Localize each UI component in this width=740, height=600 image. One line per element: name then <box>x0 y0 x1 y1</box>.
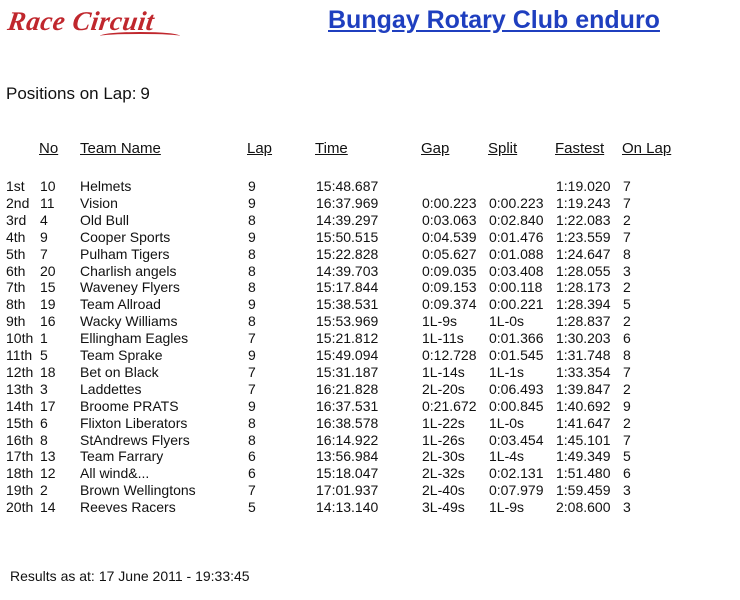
lap-cell: 7 <box>248 363 256 380</box>
header-lap: Lap <box>247 140 273 157</box>
on-lap-cell: 2 <box>623 380 631 397</box>
table-row <box>0 398 740 415</box>
split-cell: 0:02.131 <box>489 465 544 482</box>
team-name-cell: Vision <box>80 194 118 211</box>
on-lap-cell: 7 <box>623 194 631 211</box>
team-name-cell: Helmets <box>80 178 132 194</box>
number-cell: 11 <box>40 194 55 211</box>
team-name-cell: Team Allroad <box>80 296 161 313</box>
fastest-cell: 1:28.173 <box>556 279 611 296</box>
on-lap-cell: 3 <box>623 499 631 516</box>
position-cell: 1st <box>6 178 25 194</box>
fastest-cell: 1:19.243 <box>556 194 611 211</box>
table-row <box>0 432 740 449</box>
gap-cell: 0:21.672 <box>422 397 477 414</box>
fastest-cell: 1:33.354 <box>556 363 611 380</box>
on-lap-cell: 7 <box>623 431 631 448</box>
page-title: Bungay Rotary Club enduro <box>328 6 660 34</box>
gap-cell: 0:05.627 <box>422 245 477 262</box>
team-name-cell: StAndrews Flyers <box>80 431 190 448</box>
positions-label: Positions on Lap: <box>6 84 137 103</box>
split-cell: 0:00.221 <box>489 296 544 313</box>
split-cell: 0:01.545 <box>489 347 544 363</box>
number-cell: 15 <box>40 279 56 296</box>
fastest-cell: 1:39.847 <box>556 380 611 397</box>
gap-cell: 1L-9s <box>422 313 458 330</box>
number-cell: 20 <box>40 262 56 279</box>
team-name-cell: Team Farrary <box>80 448 164 465</box>
team-name-cell: All wind&... <box>80 465 150 482</box>
time-cell: 17:01.937 <box>316 482 379 499</box>
number-cell: 9 <box>40 228 48 245</box>
lap-cell: 8 <box>248 431 256 448</box>
gap-cell: 0:09.374 <box>422 296 477 313</box>
table-row <box>0 381 740 398</box>
time-cell: 15:17.844 <box>316 279 379 296</box>
gap-cell: 2L-20s <box>422 380 465 397</box>
split-cell: 1L-4s <box>489 448 525 465</box>
lap-cell: 8 <box>248 262 256 279</box>
gap-cell: 2L-32s <box>422 465 465 482</box>
time-cell: 16:21.828 <box>316 380 379 397</box>
number-cell: 5 <box>40 347 48 363</box>
gap-cell: 0:09.153 <box>422 279 477 296</box>
on-lap-cell: 6 <box>623 330 631 347</box>
team-name-cell: Team Sprake <box>80 347 163 363</box>
fastest-cell: 1:19.020 <box>556 178 611 194</box>
number-cell: 2 <box>40 482 48 499</box>
on-lap-cell: 8 <box>623 347 631 363</box>
on-lap-cell: 6 <box>623 465 631 482</box>
table-row <box>0 347 740 364</box>
table-row <box>0 415 740 432</box>
fastest-cell: 1:49.349 <box>556 448 611 465</box>
header-fastest: Fastest <box>555 140 605 157</box>
on-lap-cell: 5 <box>623 296 631 313</box>
lap-cell: 7 <box>248 380 256 397</box>
split-cell: 0:07.979 <box>489 482 544 499</box>
time-cell: 16:37.531 <box>316 397 379 414</box>
header-on-lap: On Lap <box>622 140 672 157</box>
table-row <box>0 465 740 482</box>
team-name-cell: Laddettes <box>80 380 142 397</box>
position-cell: 10th <box>6 330 34 347</box>
team-name-cell: Pulham Tigers <box>80 245 170 262</box>
gap-cell: 2L-30s <box>422 448 465 465</box>
position-cell: 13th <box>6 380 34 397</box>
number-cell: 3 <box>40 380 48 397</box>
gap-cell: 1L-11s <box>422 330 464 347</box>
split-cell: 1L-9s <box>489 499 525 516</box>
time-cell: 15:22.828 <box>316 245 379 262</box>
on-lap-cell: 3 <box>623 262 631 279</box>
header-team-name: Team Name <box>80 140 161 157</box>
split-cell: 1L-1s <box>489 363 525 380</box>
position-cell: 8th <box>6 296 26 313</box>
time-cell: 14:13.140 <box>316 499 379 516</box>
fastest-cell: 1:24.647 <box>556 245 611 262</box>
gap-cell: 0:04.539 <box>422 228 477 245</box>
lap-cell: 7 <box>248 482 256 499</box>
position-cell: 3rd <box>6 211 27 228</box>
number-cell: 18 <box>40 363 56 380</box>
time-cell: 16:14.922 <box>316 431 379 448</box>
position-cell: 17th <box>6 448 34 465</box>
split-cell: 0:00.845 <box>489 397 544 414</box>
results-datetime: 17 June 2011 - 19:33:45 <box>98 568 250 584</box>
position-cell: 12th <box>6 363 34 380</box>
number-cell: 1 <box>40 330 48 347</box>
team-name-cell: Charlish angels <box>80 262 177 279</box>
position-cell: 9th <box>6 313 26 330</box>
split-cell: 0:03.408 <box>489 262 544 279</box>
lap-cell: 9 <box>248 397 256 414</box>
fastest-cell: 1:51.480 <box>556 465 611 482</box>
team-name-cell: Old Bull <box>80 211 130 228</box>
table-row <box>0 246 740 263</box>
lap-cell: 9 <box>248 296 256 313</box>
on-lap-cell: 7 <box>623 363 631 380</box>
gap-cell: 2L-40s <box>422 482 465 499</box>
logo-swoosh <box>100 32 180 40</box>
position-cell: 6th <box>6 262 26 279</box>
fastest-cell: 1:28.837 <box>556 313 611 330</box>
on-lap-cell: 7 <box>623 228 631 245</box>
team-name-cell: Brown Wellingtons <box>80 482 196 499</box>
number-cell: 10 <box>40 178 56 194</box>
lap-cell: 8 <box>248 414 256 431</box>
position-cell: 2nd <box>6 194 30 211</box>
gap-cell: 1L-26s <box>422 431 465 448</box>
number-cell: 13 <box>40 448 56 465</box>
position-cell: 20th <box>6 499 34 516</box>
number-cell: 17 <box>40 397 56 414</box>
position-cell: 16th <box>6 431 34 448</box>
table-row <box>0 263 740 280</box>
time-cell: 14:39.703 <box>316 262 379 279</box>
position-cell: 11th <box>6 347 33 363</box>
fastest-cell: 1:22.083 <box>556 211 611 228</box>
table-row <box>0 212 740 229</box>
fastest-cell: 1:31.748 <box>556 347 611 363</box>
fastest-cell: 1:45.101 <box>556 431 611 448</box>
time-cell: 15:21.812 <box>316 330 379 347</box>
on-lap-cell: 2 <box>623 313 631 330</box>
split-cell: 0:02.840 <box>489 211 544 228</box>
time-cell: 15:38.531 <box>316 296 379 313</box>
time-cell: 15:49.094 <box>316 347 379 363</box>
lap-cell: 8 <box>248 279 256 296</box>
table-row <box>0 499 740 516</box>
on-lap-cell: 2 <box>623 414 631 431</box>
fastest-cell: 1:40.692 <box>556 397 611 414</box>
split-cell: 0:01.476 <box>489 228 544 245</box>
number-cell: 7 <box>40 245 48 262</box>
team-name-cell: Bet on Black <box>80 363 159 380</box>
fastest-cell: 1:59.459 <box>556 482 611 499</box>
team-name-cell: Cooper Sports <box>80 228 171 245</box>
number-cell: 16 <box>40 313 56 330</box>
number-cell: 4 <box>40 211 48 228</box>
number-cell: 6 <box>40 414 48 431</box>
table-row <box>0 195 740 212</box>
on-lap-cell: 9 <box>623 397 631 414</box>
position-cell: 19th <box>6 482 34 499</box>
lap-cell: 9 <box>248 347 256 363</box>
gap-cell: 0:12.728 <box>422 347 477 363</box>
header-no: No <box>39 140 59 157</box>
time-cell: 15:53.969 <box>316 313 379 330</box>
fastest-cell: 2:08.600 <box>556 499 611 516</box>
time-cell: 13:56.984 <box>316 448 379 465</box>
race-circuit-logo: Race Circuit <box>5 6 157 36</box>
table-row <box>0 296 740 313</box>
on-lap-cell: 5 <box>623 448 631 465</box>
on-lap-cell: 7 <box>623 178 631 194</box>
positions-heading <box>6 84 150 104</box>
gap-cell: 1L-22s <box>422 414 465 431</box>
position-cell: 14th <box>6 397 34 414</box>
table-row <box>0 364 740 381</box>
gap-cell: 0:09.035 <box>422 262 477 279</box>
on-lap-cell: 3 <box>623 482 631 499</box>
split-cell: 0:00.223 <box>489 194 544 211</box>
results-label: Results as at: <box>10 568 95 584</box>
header-split: Split <box>488 140 518 157</box>
split-cell: 0:01.366 <box>489 330 544 347</box>
team-name-cell: Ellingham Eagles <box>80 330 189 347</box>
time-cell: 16:38.578 <box>316 414 379 431</box>
team-name-cell: Waveney Flyers <box>80 279 180 296</box>
on-lap-cell: 2 <box>623 279 631 296</box>
time-cell: 15:18.047 <box>316 465 379 482</box>
table-row <box>0 330 740 347</box>
time-cell: 15:31.187 <box>316 363 379 380</box>
split-cell: 0:03.454 <box>489 431 544 448</box>
split-cell: 1L-0s <box>489 414 525 431</box>
lap-cell: 9 <box>248 228 256 245</box>
table-row <box>0 279 740 296</box>
fastest-cell: 1:28.055 <box>556 262 611 279</box>
lap-cell: 8 <box>248 211 256 228</box>
table-row <box>0 313 740 330</box>
time-cell: 15:50.515 <box>316 228 379 245</box>
split-cell: 0:00.118 <box>489 279 543 296</box>
time-cell: 14:39.297 <box>316 211 379 228</box>
team-name-cell: Wacky Williams <box>80 313 178 330</box>
position-cell: 15th <box>6 414 34 431</box>
results-timestamp <box>10 568 250 584</box>
table-row <box>0 482 740 499</box>
table-row <box>0 229 740 246</box>
on-lap-cell: 2 <box>623 211 631 228</box>
team-name-cell: Flixton Liberators <box>80 414 188 431</box>
fastest-cell: 1:41.647 <box>556 414 611 431</box>
gap-cell: 0:00.223 <box>422 194 477 211</box>
number-cell: 14 <box>40 499 56 516</box>
number-cell: 12 <box>40 465 56 482</box>
gap-cell: 1L-14s <box>422 363 465 380</box>
split-cell: 0:01.088 <box>489 245 544 262</box>
lap-cell: 8 <box>248 245 256 262</box>
number-cell: 19 <box>40 296 56 313</box>
gap-cell: 3L-49s <box>422 499 465 516</box>
position-cell: 7th <box>6 279 26 296</box>
lap-cell: 8 <box>248 313 256 330</box>
lap-cell: 7 <box>248 330 256 347</box>
time-cell: 16:37.969 <box>316 194 379 211</box>
fastest-cell: 1:30.203 <box>556 330 611 347</box>
positions-lap-number: 9 <box>140 84 150 103</box>
gap-cell: 0:03.063 <box>422 211 477 228</box>
position-cell: 18th <box>6 465 34 482</box>
position-cell: 5th <box>6 245 26 262</box>
table-row <box>0 448 740 465</box>
lap-cell: 9 <box>248 178 256 194</box>
on-lap-cell: 8 <box>623 245 631 262</box>
table-row <box>0 178 740 195</box>
lap-cell: 6 <box>248 465 256 482</box>
fastest-cell: 1:23.559 <box>556 228 611 245</box>
team-name-cell: Broome PRATS <box>80 397 179 414</box>
lap-cell: 9 <box>248 194 256 211</box>
lap-cell: 5 <box>248 499 256 516</box>
split-cell: 1L-0s <box>489 313 525 330</box>
lap-cell: 6 <box>248 448 256 465</box>
time-cell: 15:48.687 <box>316 178 379 194</box>
number-cell: 8 <box>40 431 48 448</box>
position-cell: 4th <box>6 228 26 245</box>
header-gap: Gap <box>421 140 450 157</box>
split-cell: 0:06.493 <box>489 380 544 397</box>
team-name-cell: Reeves Racers <box>80 499 176 516</box>
fastest-cell: 1:28.394 <box>556 296 611 313</box>
header-time: Time <box>315 140 348 157</box>
